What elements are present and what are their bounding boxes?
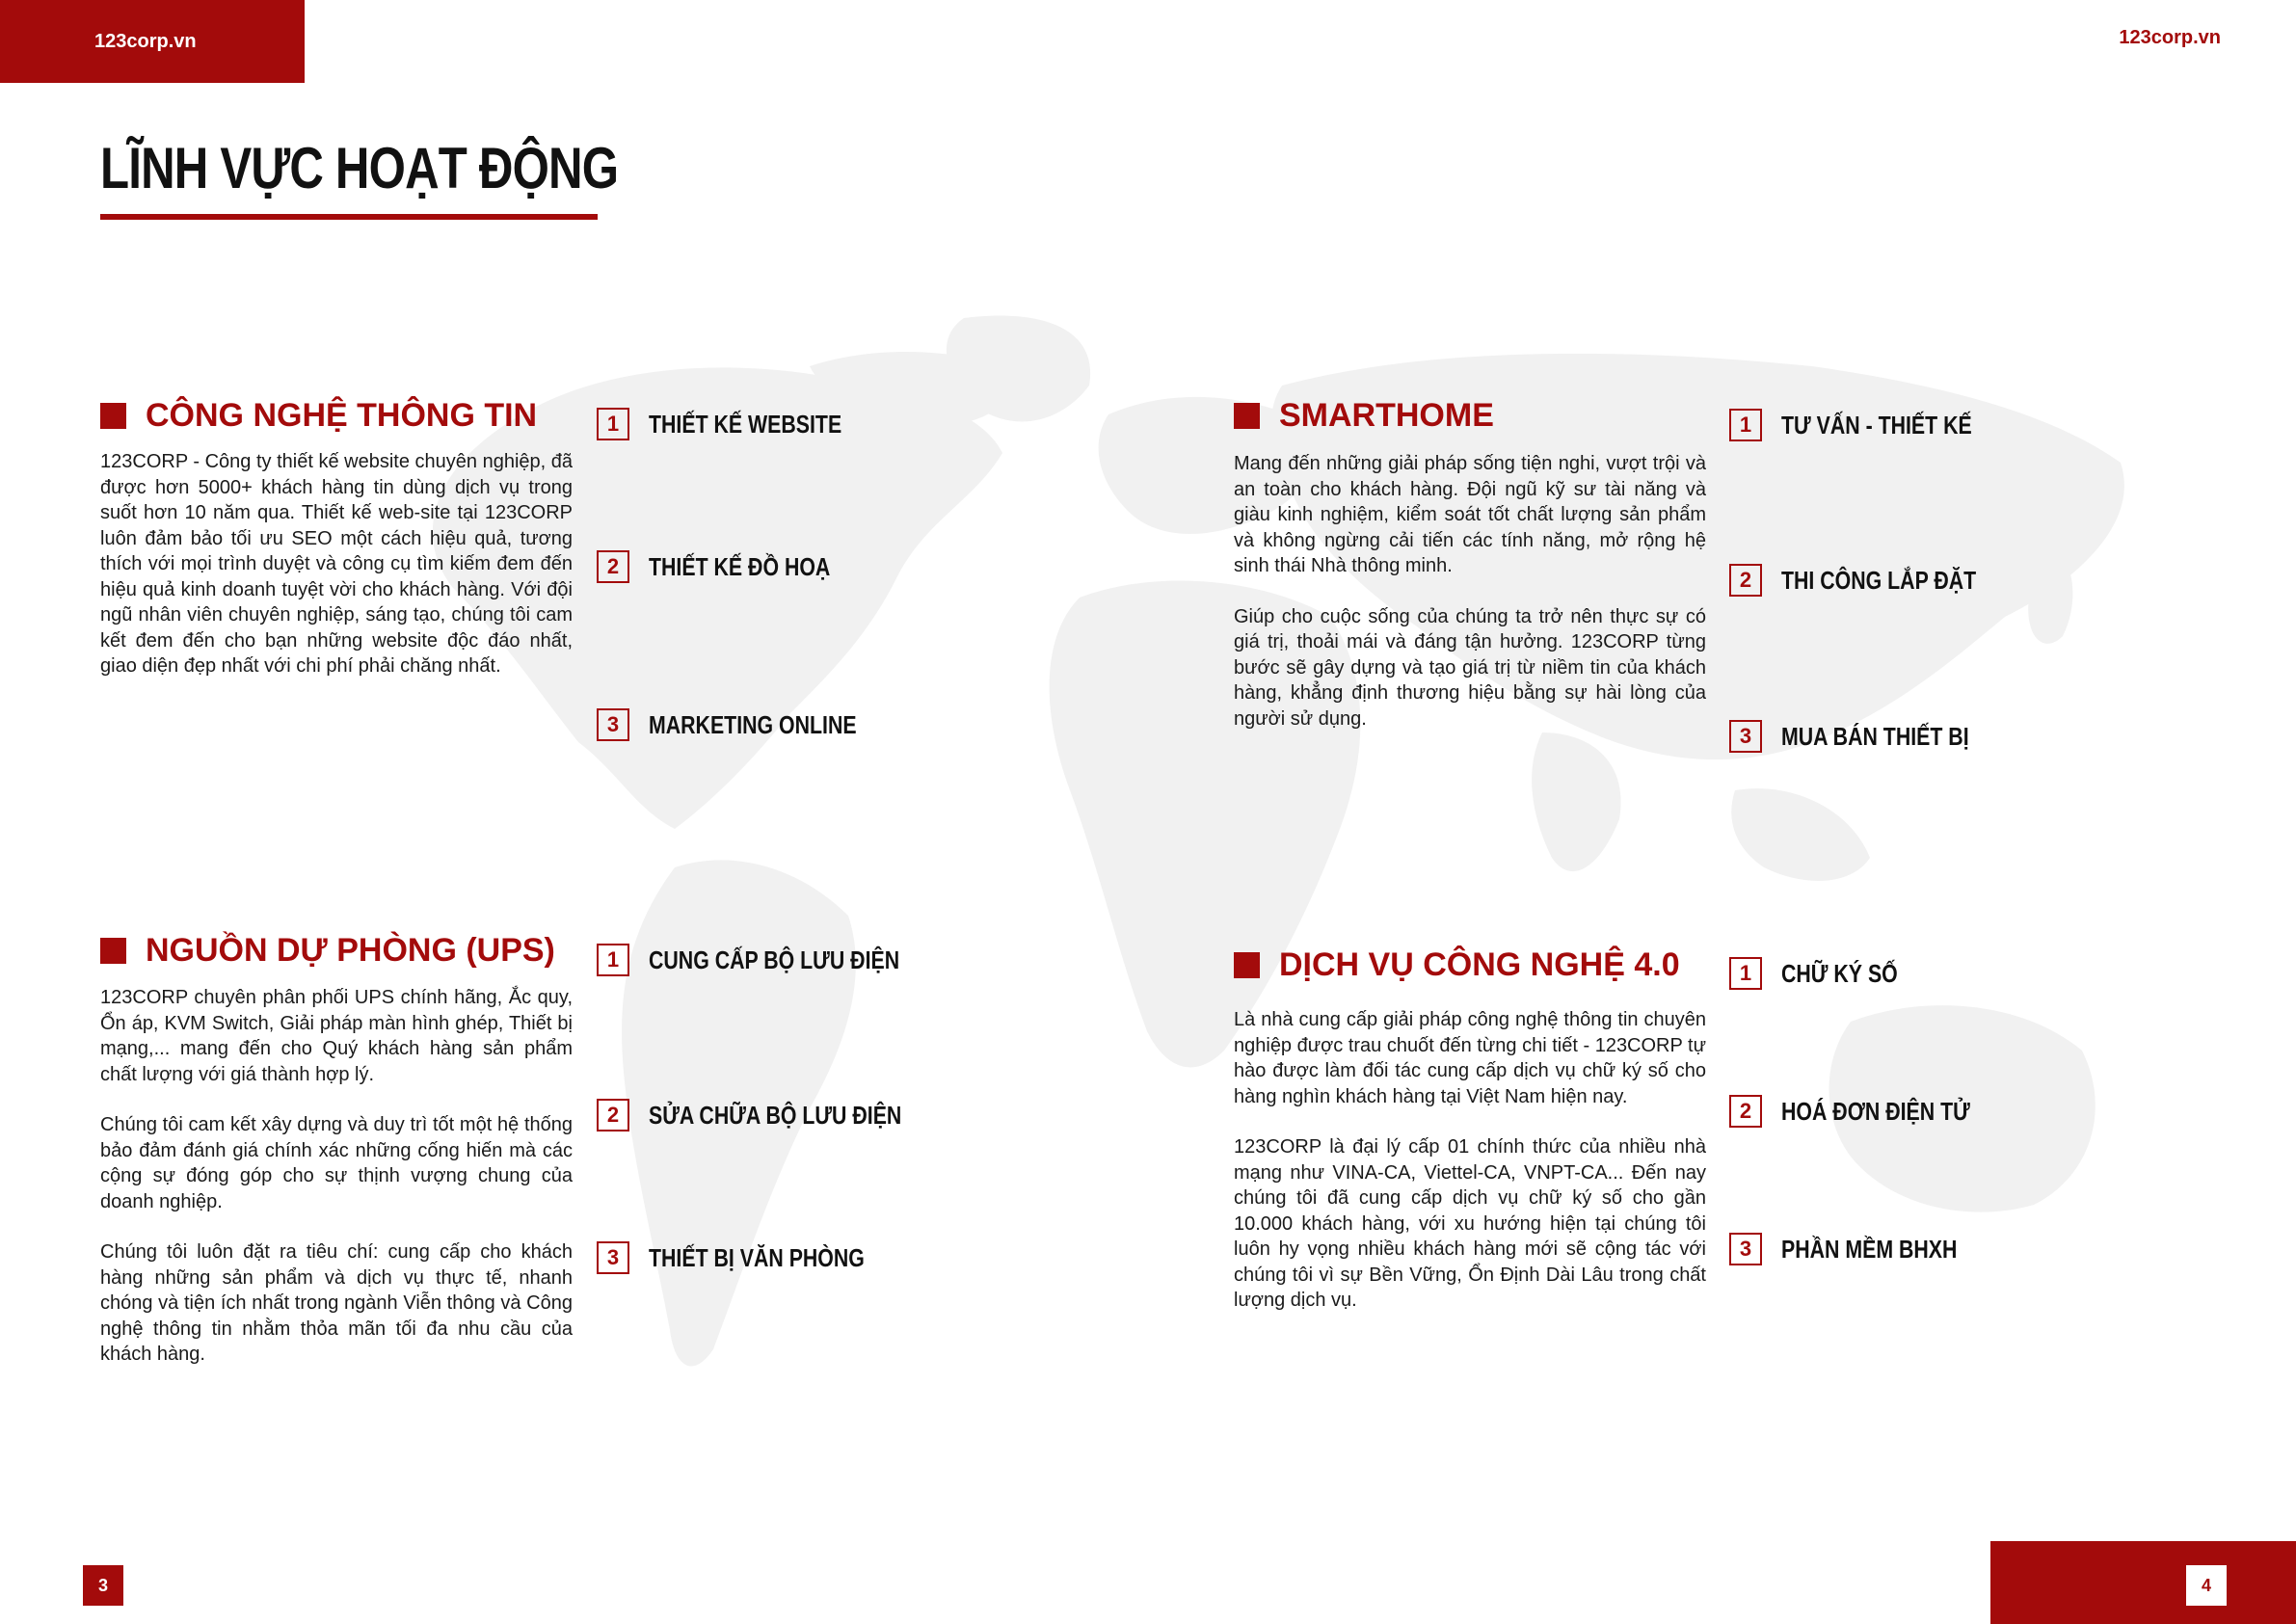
service-number: 1 (597, 944, 629, 976)
service-item[interactable] (1729, 957, 1923, 990)
paragraph: 123CORP chuyên phân phối UPS chính hãng, Ắc quy, Ổn áp, KVM Switch, Giải pháp màn hình ghép, Thiết bị mạng,... mang đến cho Quý khách hàng sản phẩm chất lượng với giá thành hợp lý. (100, 987, 573, 1085)
footer-bar (1990, 1541, 2296, 1624)
service-label: CHỮ KÝ SỐ (1781, 958, 1898, 988)
page-number-left: 3 (83, 1565, 123, 1606)
service-number: 1 (1729, 409, 1762, 441)
service-item[interactable] (597, 408, 884, 440)
section-heading-ups (100, 932, 555, 970)
service-item[interactable] (597, 944, 954, 976)
service-label: THIẾT KẾ WEBSITE (649, 409, 842, 439)
service-number: 2 (1729, 1095, 1762, 1128)
service-number: 2 (1729, 564, 1762, 597)
section-description-it (100, 449, 573, 705)
service-item[interactable] (597, 1099, 957, 1131)
paragraph: 123CORP là đại lý cấp 01 chính thức của nhiều nhà mạng như VINA-CA, Viettel-CA, VNPT-CA... Đến nay chúng tôi đã cung cấp dịch vụ chữ ký số cho gần 10.000 khách hàng, với xu hướng hiện tại chúng tôi luôn hy vọng nhiều khách hàng mới sẽ cộng tác với chúng tôi vì sự Bền Vững, Ổn Định Dài Lâu trong chất lượng dịch vụ. (1234, 1136, 1706, 1311)
page-title: LĨNH VỰC HOẠT ĐỘNG (100, 136, 619, 200)
service-label: CUNG CẤP BỘ LƯU ĐIỆN (649, 945, 900, 974)
square-bullet-icon (100, 938, 126, 964)
service-label: THI CÔNG LẮP ĐẶT (1781, 565, 1977, 595)
service-label: THIẾT BỊ VĂN PHÒNG (649, 1242, 865, 1272)
paragraph: Chúng tôi luôn đặt ra tiêu chí: cung cấp cho khách hàng những sản phẩm và dịch vụ thực tế, nhanh chóng và tiện ích nhất trong ngành Viễn thông và Công nghệ thông tin nhằm thỏa mãn tối đa nhu cầu của khách hàng. (100, 1241, 573, 1365)
paragraph: Giúp cho cuộc sống của chúng ta trở nên thực sự có giá trị, thoải mái và đáng tận hưởng. 123CORP từng bước sẽ gây dựng và tạo giá trị từ niềm tin của khách hàng, khẳng định thương hiệu bằng sự hài lòng của người sử dụng. (1234, 605, 1706, 730)
section-heading-it (100, 397, 537, 435)
square-bullet-icon (1234, 403, 1260, 429)
service-item[interactable] (597, 550, 870, 583)
service-item[interactable] (1729, 409, 2014, 441)
service-item[interactable] (1729, 720, 2010, 753)
service-number: 3 (1729, 1233, 1762, 1265)
section-heading-tech40 (1234, 946, 1680, 984)
service-number: 1 (597, 408, 629, 440)
site-url-right[interactable]: 123corp.vn (2119, 27, 2221, 48)
section-title: CÔNG NGHỆ THÔNG TIN (146, 397, 538, 434)
section-description-tech40 (1234, 1007, 1706, 1339)
section-title: DỊCH VỤ CÔNG NGHỆ 4.0 (1279, 946, 1680, 983)
page-number-right: 4 (2186, 1565, 2227, 1606)
service-item[interactable] (1729, 564, 2019, 597)
service-label: TƯ VẤN - THIẾT KẾ (1781, 410, 1972, 439)
service-label: MUA BÁN THIẾT BỊ (1781, 721, 1969, 751)
service-number: 3 (1729, 720, 1762, 753)
section-description-ups (100, 985, 573, 1393)
service-label: THIẾT KẾ ĐỒ HOẠ (649, 551, 831, 581)
paragraph: Chúng tôi cam kết xây dựng và duy trì tốt một hệ thống bảo đảm đánh giá chính xác những cống hiến mà các cộng sự đóng góp cho sự thịnh vượng chung của doanh nghiệp. (100, 1114, 573, 1212)
service-label: SỬA CHỮA BỘ LƯU ĐIỆN (649, 1100, 902, 1130)
service-number: 1 (1729, 957, 1762, 990)
service-number: 3 (597, 708, 629, 741)
header-bar (0, 0, 305, 83)
section-heading-smarthome (1234, 397, 1494, 435)
service-label: PHẦN MỀM BHXH (1781, 1234, 1958, 1264)
section-description-smarthome (1234, 451, 1706, 757)
service-label: MARKETING ONLINE (649, 709, 857, 739)
service-number: 2 (597, 1099, 629, 1131)
service-number: 3 (597, 1241, 629, 1274)
service-item[interactable] (597, 1241, 912, 1274)
square-bullet-icon (100, 403, 126, 429)
paragraph: 123CORP - Công ty thiết kế website chuyên nghiệp, đã được hơn 5000+ khách hàng tin dùng dịch vụ trong suốt hơn 10 năm qua. Thiết kế web-site tại 123CORP luôn đảm bảo tối ưu SEO một cách hiệu quả, tương thích với mọi trình duyệt và công cụ tìm kiếm đem đến hiệu quả kinh doanh tuyệt vời cho khách hàng. Với đội ngũ nhân viên chuyên nghiệp, sáng tạo, chúng tôi cam kết đem đến cho bạn những website độc đáo nhất, giao diện đẹp nhất với chi phí phải chăng nhất. (100, 451, 573, 677)
section-title: NGUỒN DỰ PHÒNG (UPS) (146, 932, 555, 969)
paragraph: Mang đến những giải pháp sống tiện nghi, vượt trội và an toàn cho khách hàng. Đội ngũ kỹ sư tài năng và giàu kinh nghiệm, kiểm soát tốt chất lượng sản phẩm và không ngừng cải tiến các tính năng, mở rộng hệ sinh thái Nhà thông minh. (1234, 453, 1706, 576)
square-bullet-icon (1234, 952, 1260, 978)
site-url-left[interactable]: 123corp.vn (94, 30, 197, 52)
paragraph: Là nhà cung cấp giải pháp công nghệ thông tin chuyên nghiệp được trau chuốt đến từng chi tiết - 123CORP tự hào được làm đối tác cung cấp dịch vụ chữ ký số cho hàng nghìn khách hàng tại Việt Nam hiện nay. (1234, 1009, 1706, 1107)
service-label: HOÁ ĐƠN ĐIỆN TỬ (1781, 1096, 1970, 1126)
section-title: SMARTHOME (1279, 397, 1494, 434)
service-number: 2 (597, 550, 629, 583)
service-item[interactable] (597, 708, 902, 741)
title-underline (100, 214, 598, 220)
service-item[interactable] (1729, 1233, 1995, 1265)
service-item[interactable] (1729, 1095, 2012, 1128)
